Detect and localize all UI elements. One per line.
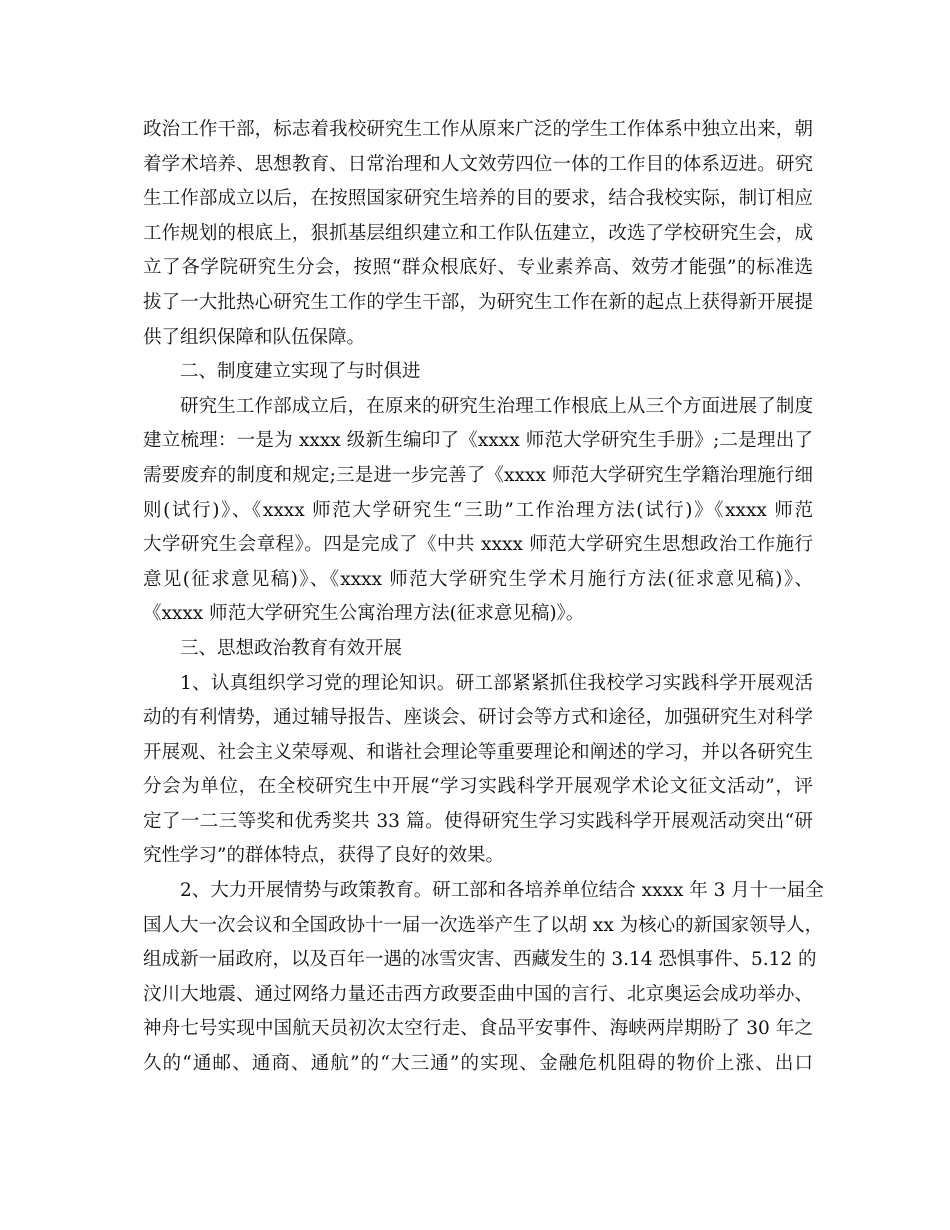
paragraph-line: 立了各学院研究生分会，按照“群众根底好、专业素养高、效劳才能强”的标准选 bbox=[143, 257, 813, 279]
paragraph-line: 《xxxx 师范大学研究生公寓治理方法(征求意见稿)》。 bbox=[143, 603, 585, 625]
paragraph-line: 神舟七号实现中国航天员初次太空行走、食品平安事件、海峡两岸期盼了 30 年之 bbox=[143, 1018, 813, 1040]
section-heading: 二、制度建立实现了与时俱进 bbox=[180, 361, 421, 383]
paragraph-line: 着学术培养、思想教育、日常治理和人文效劳四位一体的工作目的体系迈进。研究 bbox=[143, 153, 813, 175]
paragraph-line: 汶川大地震、通过网络力量还击西方政要歪曲中国的言行、北京奥运会成功举办、 bbox=[143, 983, 813, 1005]
paragraph-line: 生工作部成立以后，在按照国家研究生培养的目的要求，结合我校实际，制订相应 bbox=[143, 188, 813, 210]
paragraph-line: 政治工作干部，标志着我校研究生工作从原来广泛的学生工作体系中独立出来，朝 bbox=[143, 119, 813, 140]
section-heading: 三、思想政治教育有效开展 bbox=[180, 637, 403, 659]
paragraph-line: 动的有利情势，通过辅导报告、座谈会、研讨会等方式和途径，加强研究生对科学 bbox=[143, 707, 813, 729]
paragraph-line: 拔了一大批热心研究生工作的学生干部，为研究生工作在新的起点上获得新开展提 bbox=[143, 291, 813, 313]
paragraph-line: 研究生工作部成立后，在原来的研究生治理工作根底上从三个方面进展了制度 bbox=[180, 395, 813, 417]
paragraph-line: 组成新一届政府，以及百年一遇的冰雪灾害、西藏发生的 3.14 恐惧事件、5.12 的 bbox=[143, 949, 817, 971]
paragraph-line: 供了组织保障和队伍保障。 bbox=[143, 326, 366, 348]
paragraph-line: 究性学习”的群体特点，获得了良好的效果。 bbox=[143, 845, 504, 867]
paragraph-line: 大学研究生会章程》。四是完成了《中共 xxxx 师范大学研究生思想政治工作施行 bbox=[143, 534, 813, 556]
paragraph-line: 2、大力开展情势与政策教育。研工部和各培养单位结合 xxxx 年 3 月十一届全 bbox=[180, 880, 824, 902]
paragraph-line: 国人大一次会议和全国政协十一届一次选举产生了以胡 xx 为核心的新国家领导人， bbox=[143, 914, 824, 936]
paragraph-line: 分会为单位，在全校研究生中开展“学习实践科学开展观学术论文征文活动”，评 bbox=[143, 776, 813, 798]
paragraph-line: 建立梳理：一是为 xxxx 级新生编印了《xxxx 师范大学研究生手册》;二是理出了 bbox=[143, 430, 813, 452]
document-page bbox=[143, 113, 824, 1082]
paragraph-line: 需要废弃的制度和规定;三是进一步完善了《xxxx 师范大学研究生学籍治理施行细 bbox=[143, 464, 813, 486]
paragraph-line: 开展观、社会主义荣辱观、和谐社会理论等重要理论和阐述的学习，并以各研究生 bbox=[143, 741, 813, 763]
paragraph-line: 意见(征求意见稿)》、《xxxx 师范大学研究生学术月施行方法(征求意见稿)》、 bbox=[143, 568, 813, 590]
paragraph-line: 久的“通邮、通商、通航”的“大三通”的实现、金融危机阻碍的物价上涨、出口 bbox=[143, 1053, 813, 1075]
paragraph-line: 1、认真组织学习党的理论知识。研工部紧紧抓住我校学习实践科学开展观活 bbox=[180, 672, 813, 694]
paragraph-line: 工作规划的根底上，狠抓基层组织建立和工作队伍建立，改选了学校研究生会，成 bbox=[143, 222, 813, 244]
paragraph-line: 则(试行)》、《xxxx 师范大学研究生“三助”工作治理方法(试行)》《xxxx 师范 bbox=[143, 499, 813, 521]
paragraph-line: 定了一二三等奖和优秀奖共 33 篇。使得研究生学习实践科学开展观活动突出“研 bbox=[143, 810, 813, 832]
